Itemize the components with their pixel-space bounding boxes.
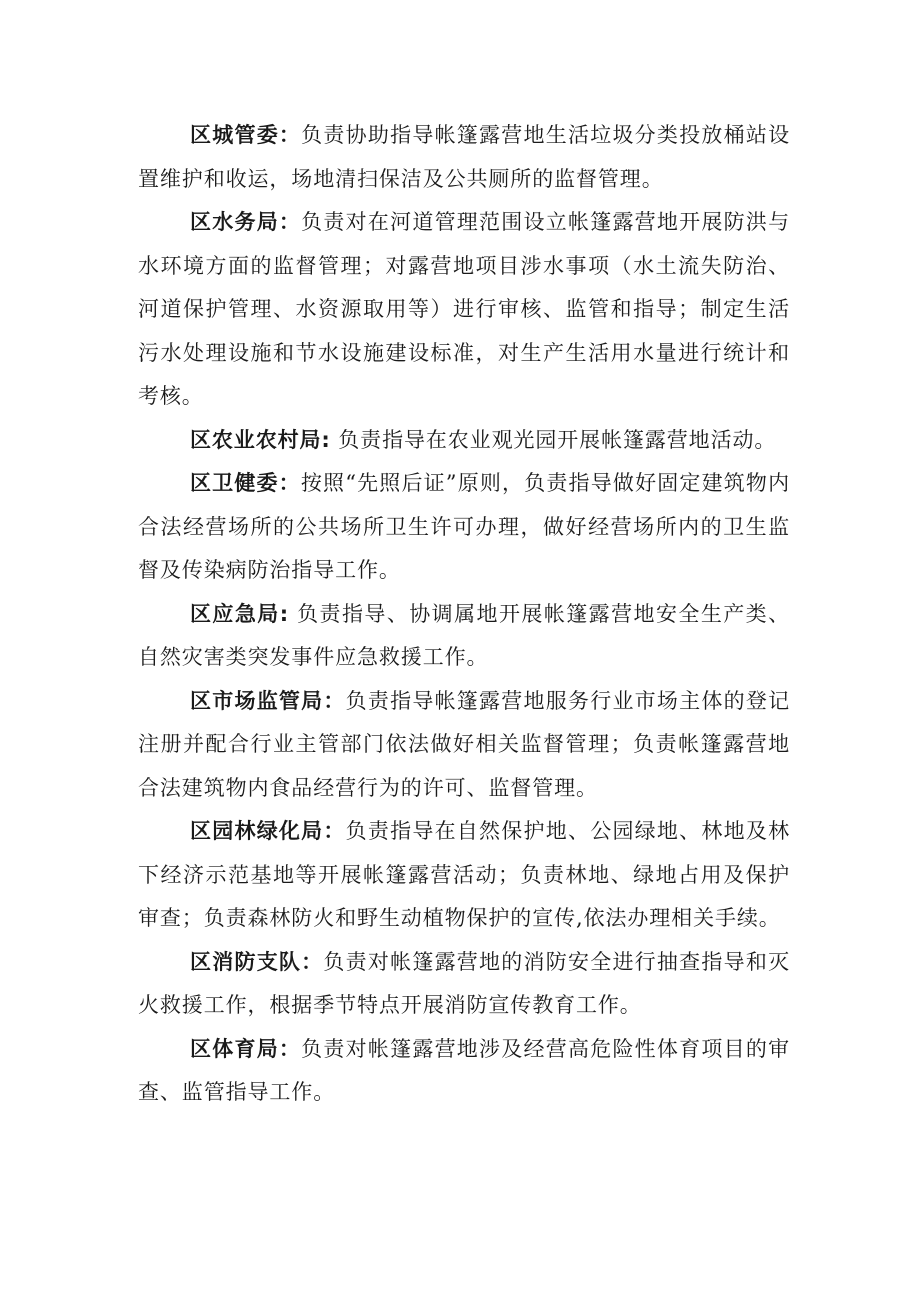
paragraph-emergency bbox=[138, 593, 790, 680]
department-name: 区卫健委： bbox=[190, 471, 301, 495]
department-name: 区市场监管局： bbox=[190, 688, 346, 713]
document-body bbox=[138, 114, 790, 1115]
duty-text: 负责指导、协调属地开展帐篷露营地安全生产类、自然灾害类突发事件应急救援工作。 bbox=[138, 601, 790, 669]
paragraph-landscaping bbox=[138, 810, 790, 941]
duty-text: 负责指导在农业观光园开展帐篷露营地活动。 bbox=[330, 427, 777, 452]
paragraph-water-affairs bbox=[138, 201, 790, 419]
duty-text: 负责指导在自然保护地、公园绿地、林地及林下经济示范基地等开展帐篷露营活动；负责林地、绿地占用及保护审查；负责森林防火和野生动植物保护的宣传,依法办理相关手续。 bbox=[138, 819, 790, 930]
department-name: 区消防支队： bbox=[190, 949, 324, 974]
paragraph-sports bbox=[138, 1028, 790, 1115]
paragraph-market-regulation bbox=[138, 680, 790, 811]
duty-text: 负责对在河道管理范围设立帐篷露营地开展防洪与水环境方面的监督管理；对露营地项目涉水事项（水土流失防治、河道保护管理、水资源取用等）进行审核、监管和指导；制定生活污水处理设施和节水设施建设标准，对生产生活用水量进行统计和考核。 bbox=[138, 210, 790, 408]
duty-text: 负责对帐篷露营地涉及经营高危险性体育项目的审查、监管指导工作。 bbox=[138, 1036, 790, 1104]
department-name: 区农业农村局: bbox=[190, 427, 331, 452]
department-name: 区应急局: bbox=[190, 601, 290, 626]
paragraph-health bbox=[138, 462, 790, 593]
duty-text: 负责对帐篷露营地的消防安全进行抽查指导和灭火救援工作，根据季节特点开展消防宣传教育工作。 bbox=[138, 949, 790, 1017]
department-name: 区城管委： bbox=[190, 123, 302, 147]
paragraph-agriculture bbox=[138, 419, 790, 463]
duty-text: 负责协助指导帐篷露营地生活垃圾分类投放桶站设置维护和收运，场地清扫保洁及公共厕所的监督管理。 bbox=[138, 123, 790, 191]
department-name: 区水务局： bbox=[190, 210, 302, 234]
department-name: 区园林绿化局： bbox=[190, 819, 346, 843]
duty-text: 负责指导帐篷露营地服务行业市场主体的登记注册并配合行业主管部门依法做好相关监督管理；负责帐篷露营地合法建筑物内食品经营行为的许可、监督管理。 bbox=[138, 688, 790, 800]
department-name: 区体育局： bbox=[190, 1036, 302, 1061]
duty-text: 按照“先照后证”原则，负责指导做好固定建筑物内合法经营场所的公共场所卫生许可办理，做好经营场所内的卫生监督及传染病防治指导工作。 bbox=[138, 471, 791, 582]
paragraph-city-management bbox=[138, 114, 790, 201]
paragraph-fire-brigade bbox=[138, 941, 790, 1028]
